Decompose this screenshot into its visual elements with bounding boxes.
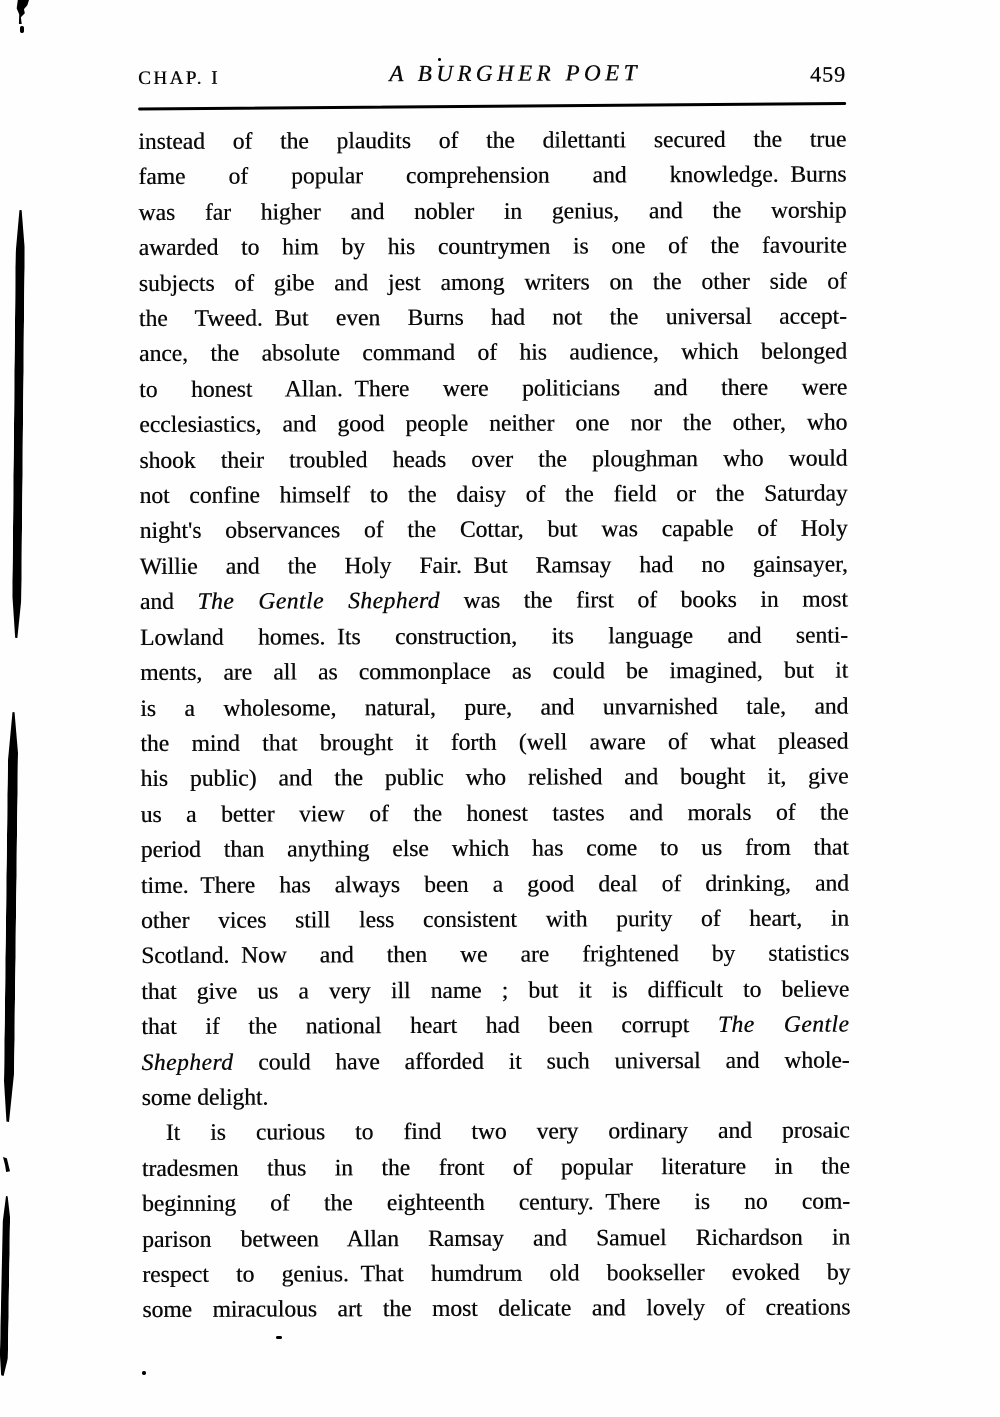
text-line: ments, are all as commonplace as could be imagined, but it [140, 657, 849, 687]
page-content [138, 62, 850, 1329]
scan-artifact-speck-bottom-1 [276, 1336, 282, 1339]
text-line: and The Gentle Shepherd was the first of books in most [139, 586, 848, 616]
book-title-italic: The Gentle [717, 1011, 850, 1039]
text-line: that if the national heart had been corrupt The Gentle [141, 1011, 850, 1041]
text-line: period than anything else which has come to us from that [140, 834, 849, 864]
book-title-italic: Shepherd [141, 1049, 234, 1076]
text-line: awarded to him by his countrymen is one of the favourite [138, 232, 847, 262]
text-line: tradesmen thus in the front of popular literature in the [141, 1153, 850, 1182]
scan-artifact-left-line-2 [3, 712, 18, 1122]
scan-artifact-left-line-3 [0, 1196, 10, 1376]
text-line: parison between Allan Ramsay and Samuel Richardson in [142, 1224, 851, 1253]
text-line: instead of the plaudits of the dilettanti secured the true [138, 126, 847, 155]
text-line: to honest Allan. There were politicians and there were [139, 374, 848, 403]
scan-artifact-corner-tail [20, 26, 24, 33]
text-line: the Tweed. But even Burns had not the universal accept- [138, 303, 847, 333]
text-line: Lowland homes. Its construction, its language and senti- [139, 622, 849, 651]
text-line: ecclesiastics, and good people neither one nor the other, who [139, 409, 848, 439]
text-line: his public) and the public who relished and bought it, give [140, 763, 849, 793]
text-line: Willie and the Holy Fair. But Ramsay had no gainsayer, [139, 551, 848, 580]
text-line: is a wholesome, natural, pure, and unvarnished tale, and [140, 693, 849, 722]
text-line: some miraculous art the most delicate and lovely of creations [142, 1294, 851, 1324]
text-line: subjects of gibe and jest among writers on the other side of [138, 268, 847, 297]
text-line: night's observances of the Cottar, but was capable of Holy [139, 515, 848, 545]
text-line: was far higher and nobler in genius, and the worship [138, 197, 847, 226]
text-line: shook their troubled heads over the ploughman who would [139, 445, 848, 474]
text-line: time. There has always been a good deal of drinking, and [140, 870, 849, 899]
text-line: that give us a very ill name ; but it is difficult to believe [141, 976, 850, 1005]
running-header [138, 62, 846, 94]
page-number: 459 [809, 61, 847, 87]
scan-artifact-corner [15, 0, 29, 24]
text-line: some delight. [141, 1084, 269, 1111]
text-block [138, 123, 850, 1329]
text-line: Shepherd could have afforded it such universal and whole- [141, 1047, 850, 1076]
text-line: Scotland. Now and then we are frightened by statistics [141, 940, 850, 970]
text-line: ance, the absolute command of his audience, which belonged [138, 338, 848, 368]
text-line: the mind that brought it forth (well aware of what pleased [140, 728, 849, 757]
chapter-label: CHAP. I [138, 67, 220, 89]
text-line: other vices still less consistent with purity of heart, in [140, 905, 850, 934]
text-line: fame of popular comprehension and knowledge. Burns [138, 161, 847, 191]
book-title-italic: The Gentle Shepherd [197, 588, 440, 616]
text-line: It is curious to find two very ordinary and prosaic [165, 1117, 850, 1147]
header-rule-divider [138, 102, 846, 111]
text-line: us a better view of the honest tastes and morals of the [140, 799, 849, 828]
text-line: beginning of the eighteenth century. There is no com- [141, 1188, 851, 1218]
running-title: A BURGHER POET [389, 60, 641, 87]
scan-artifact-left-mark [3, 1157, 10, 1172]
text-line: respect to genius. That humdrum old bookseller evoked by [142, 1259, 851, 1288]
scan-artifact-left-line-1 [12, 210, 25, 638]
text-line: not confine himself to the daisy of the field or the Saturday [139, 480, 848, 510]
scan-artifact-speck-bottom-2 [142, 1371, 146, 1375]
